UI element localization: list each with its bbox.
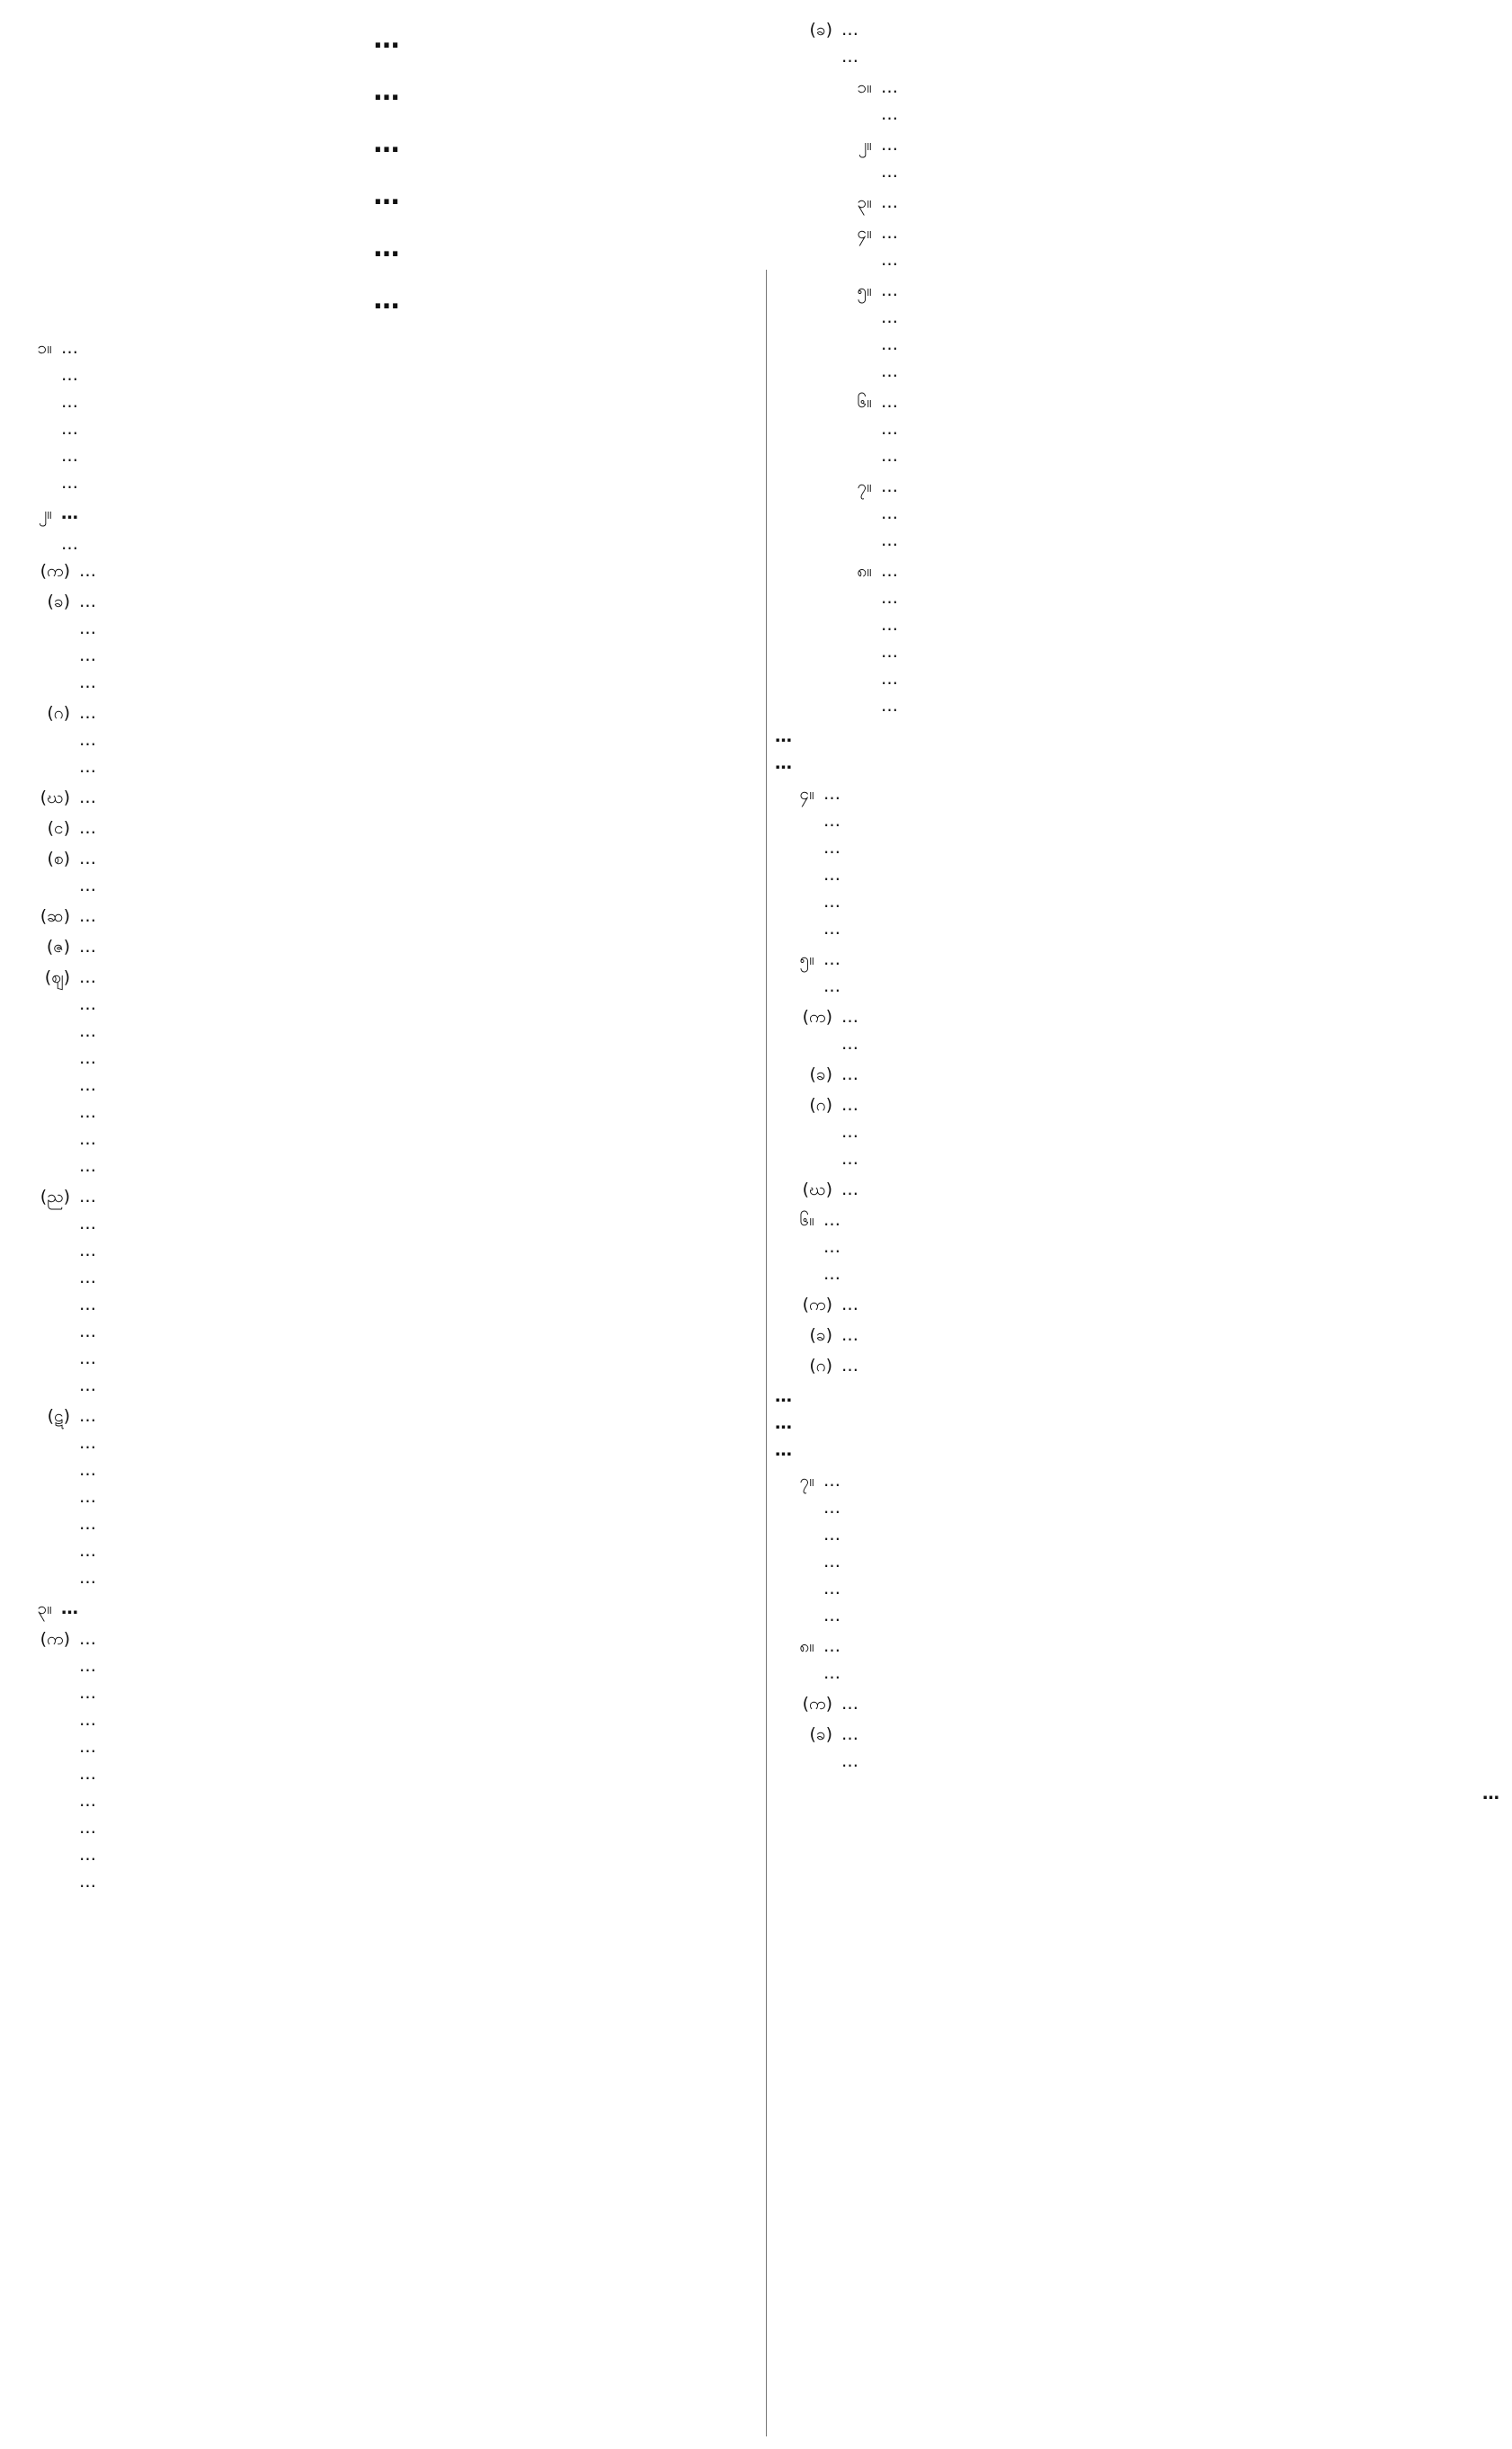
item-number: ၅။ [857,281,872,300]
list-item [13,903,760,930]
paragraph-1 [13,334,760,496]
item-text [841,1091,1499,1172]
text-line: … [79,1322,96,1341]
list-item [775,131,1499,185]
text-line: … [79,1433,96,1453]
text-line: … [881,307,898,327]
item-text [79,1183,760,1399]
text-line: … [841,1180,858,1199]
right-column [775,13,1499,1807]
text-line: … [823,892,840,912]
text-line: … [79,1075,96,1095]
text-line: … [79,1514,96,1534]
text-line: … [61,338,78,358]
item-text [79,1403,760,1591]
text-line: … [79,703,96,723]
paragraph-item [775,1633,1499,1687]
text-line: … [79,757,96,777]
note-line: … [775,726,792,746]
item-number: (ဃ) [802,1180,832,1199]
text-line: … [79,967,96,987]
list-item [13,933,760,960]
text-line: … [61,503,78,523]
item-text [841,1322,1499,1349]
item-text [79,784,760,811]
text-line: … [823,1606,840,1625]
text-line: … [79,1629,96,1649]
item-number: (က) [40,1629,70,1649]
list-item [775,1721,1499,1775]
list-item [775,16,1499,70]
text-line: … [881,419,898,439]
item-number: (င) [47,818,70,838]
item-number: ၈။ [857,561,872,581]
item-text [79,964,760,1180]
text-line: … [79,1349,96,1368]
text-line: … [61,446,78,466]
text-line: … [881,446,898,466]
text-line: … [823,865,840,885]
section-intro: … [61,534,78,554]
text-line: … [79,1818,96,1838]
paragraph-item [775,946,1499,1000]
text-line: … [61,1599,78,1618]
paragraph-4 [775,780,1499,942]
text-line: … [881,476,898,496]
item-number: (ဆ) [40,906,70,926]
text-line: … [881,530,898,550]
list-item [775,1690,1499,1717]
item-number: ၇။ [799,1471,814,1491]
text-line: … [79,1376,96,1395]
notice-title [13,13,760,325]
text-line: … [79,1268,96,1287]
text-line: … [881,392,898,412]
title-line: … [373,128,400,158]
text-line: … [841,1325,858,1345]
item-number: ၂။ [38,503,52,523]
text-line: … [79,1872,96,1892]
note-2 [775,1383,1499,1464]
text-line: … [823,949,840,969]
text-line: … [79,906,96,926]
item-text [841,1003,1499,1057]
text-line: … [79,1487,96,1507]
item-text [841,1690,1499,1717]
text-line: … [881,104,898,124]
text-line: … [79,1845,96,1865]
text-line: … [79,1241,96,1260]
text-line: … [79,849,96,868]
item-number: ၄။ [857,223,872,243]
item-number: (ဋ) [47,1406,70,1426]
text-line: … [79,1021,96,1041]
item-text [881,388,1499,469]
list-item [13,784,760,811]
text-line: … [79,818,96,838]
item-text [881,557,1499,719]
item-text [79,557,760,584]
item-text [841,16,1499,70]
item-text [79,699,760,780]
list-item [775,1061,1499,1088]
list-item [775,1322,1499,1349]
list-item [775,1176,1499,1203]
section-heading [13,1595,760,1622]
column-divider [766,270,767,2436]
text-line: … [79,1295,96,1314]
section-heading [13,500,760,527]
list-item [775,74,1499,128]
item-number: (ဃ) [40,788,70,807]
item-number: (ည) [40,1187,70,1207]
text-line: … [823,1471,840,1491]
text-line: … [79,994,96,1014]
paragraph-item [775,780,1499,942]
item-number: ၆။ [857,392,872,412]
item-text [823,780,1499,942]
text-line: … [841,1149,858,1169]
text-line: … [881,281,898,300]
text-line: … [823,1525,840,1545]
text-line: … [79,1568,96,1588]
item-number: (ဂ) [809,1356,832,1376]
item-text [823,946,1499,1000]
text-line: … [881,77,898,97]
text-line: … [79,1737,96,1757]
text-line: … [881,135,898,155]
item-text [79,845,760,899]
text-line: … [841,20,858,40]
text-line: … [79,1187,96,1207]
item-text [823,1633,1499,1687]
item-number: (ဂ) [47,703,70,723]
list-item [13,815,760,842]
item-text [61,1595,760,1622]
item-number: ၈။ [799,1636,814,1656]
note-line: … [775,1440,792,1460]
text-line: … [79,561,96,581]
item-text [841,1721,1499,1775]
text-line: … [881,696,898,716]
text-line: … [823,1498,840,1518]
item-text [61,500,760,527]
item-number: ၃။ [857,192,872,212]
text-line: … [79,1764,96,1784]
item-number: (က) [40,561,70,581]
text-line: … [79,937,96,957]
item-text [79,588,760,696]
note-line: … [775,1413,792,1433]
text-line: … [79,672,96,692]
note-line: … [775,753,792,773]
text-line: … [881,192,898,212]
list-item [13,1403,760,1591]
title-line: … [373,180,400,210]
text-line: … [79,592,96,611]
text-line: … [841,1295,858,1314]
list-item [13,588,760,696]
title-line: … [373,284,400,315]
text-line: … [841,1095,858,1115]
item-number: (က) [802,1007,832,1027]
list-item [775,219,1499,273]
paragraph-6 [775,1207,1499,1379]
text-line: … [79,1048,96,1068]
text-line: … [841,1034,858,1054]
paragraph-3-continued [775,16,1499,719]
item-number: ၁။ [857,77,872,97]
text-line: … [79,1791,96,1811]
list-item [775,1091,1499,1172]
item-number: ၄။ [799,784,814,804]
list-item [13,964,760,1180]
item-text [841,1061,1499,1088]
item-number: (ခ) [809,1325,832,1345]
issuer-signature: … [1482,1784,1499,1803]
item-number: (စ) [47,849,70,868]
title-line: … [373,76,400,106]
list-item [13,699,760,780]
text-line: … [79,1129,96,1149]
text-line: … [823,1264,840,1284]
item-text [823,1207,1499,1287]
text-line: … [79,1710,96,1730]
text-line: … [79,1656,96,1676]
text-line: … [881,642,898,662]
text-line: … [823,838,840,858]
text-line: … [79,1541,96,1561]
text-line: … [823,784,840,804]
text-line: … [79,1406,96,1426]
item-number: ၅။ [799,949,814,969]
text-line: … [881,561,898,581]
item-number: (ဇ) [46,937,70,957]
text-line: … [79,876,96,895]
text-line: … [823,919,840,939]
item-number: ၂။ [858,135,872,155]
note-line: … [775,1386,792,1406]
item-text [61,334,760,496]
text-line: … [823,811,840,831]
list-item [775,388,1499,469]
item-text [881,277,1499,385]
item-text [881,219,1499,273]
item-number: ၃။ [37,1599,52,1618]
item-text [841,1176,1499,1203]
list-item [13,1625,760,1895]
list-item [775,557,1499,719]
text-line: … [79,730,96,750]
text-line: … [79,1156,96,1176]
paragraph-2 [13,500,760,1591]
item-number: (ခ) [809,1724,832,1744]
item-text [79,903,760,930]
text-line: … [79,646,96,665]
text-line: … [823,1237,840,1257]
text-line: … [79,1460,96,1480]
item-number: (ခ) [809,20,832,40]
text-line: … [841,1122,858,1142]
text-line: … [79,619,96,638]
list-item [775,1003,1499,1057]
text-line: … [79,1683,96,1703]
title-line: … [373,232,400,263]
text-line: … [823,1552,840,1572]
item-text [881,473,1499,554]
text-line: … [841,1724,858,1744]
text-line: … [61,392,78,412]
left-column [13,13,760,1899]
text-line: … [823,1210,840,1230]
text-line: … [79,1214,96,1233]
text-line: … [79,1102,96,1122]
list-item [13,845,760,899]
text-line: … [841,1064,858,1084]
text-line: … [841,1356,858,1376]
paragraph-item [13,334,760,496]
item-number: (ဈ) [44,967,70,987]
item-number: (က) [802,1694,832,1714]
item-number: ၇။ [857,476,872,496]
list-item [775,1291,1499,1318]
title-line: … [373,23,400,54]
paragraph-3 [13,1595,760,1895]
text-line: … [881,162,898,182]
item-text [841,1352,1499,1379]
item-text [79,933,760,960]
list-item [775,1352,1499,1379]
item-number: (ခ) [47,592,70,611]
text-line: … [881,615,898,635]
item-text [881,74,1499,128]
text-line: … [841,47,858,67]
text-line: … [881,250,898,270]
text-line: … [823,1579,840,1599]
list-item [775,277,1499,385]
text-line: … [881,503,898,523]
text-line: … [61,365,78,385]
text-line: … [823,976,840,996]
text-line: … [881,588,898,608]
item-text [79,815,760,842]
text-line: … [881,669,898,689]
text-line: … [841,1007,858,1027]
item-number: ၆။ [799,1210,814,1230]
text-line: … [79,788,96,807]
list-item [13,557,760,584]
paragraph-item [775,1207,1499,1287]
text-line: … [61,419,78,439]
item-text [79,1625,760,1895]
text-line: … [881,334,898,354]
text-line: … [881,361,898,381]
item-number: (ခ) [809,1064,832,1084]
item-number: (က) [802,1295,832,1314]
item-number: (ဂ) [809,1095,832,1115]
paragraph-8 [775,1633,1499,1775]
text-line: … [841,1751,858,1771]
text-line: … [841,1694,858,1714]
item-text [841,1291,1499,1318]
item-text [881,189,1499,216]
paragraph-5 [775,946,1499,1203]
text-line: … [881,223,898,243]
item-text [823,1467,1499,1629]
paragraph-7 [775,1467,1499,1629]
list-item [775,189,1499,216]
text-line: … [823,1663,840,1683]
note-1 [775,723,1499,777]
text-line: … [61,473,78,493]
list-item [775,473,1499,554]
text-line: … [823,1636,840,1656]
item-number: ၁။ [37,338,52,358]
item-text [881,131,1499,185]
paragraph-item [775,1467,1499,1629]
list-item [13,1183,760,1399]
